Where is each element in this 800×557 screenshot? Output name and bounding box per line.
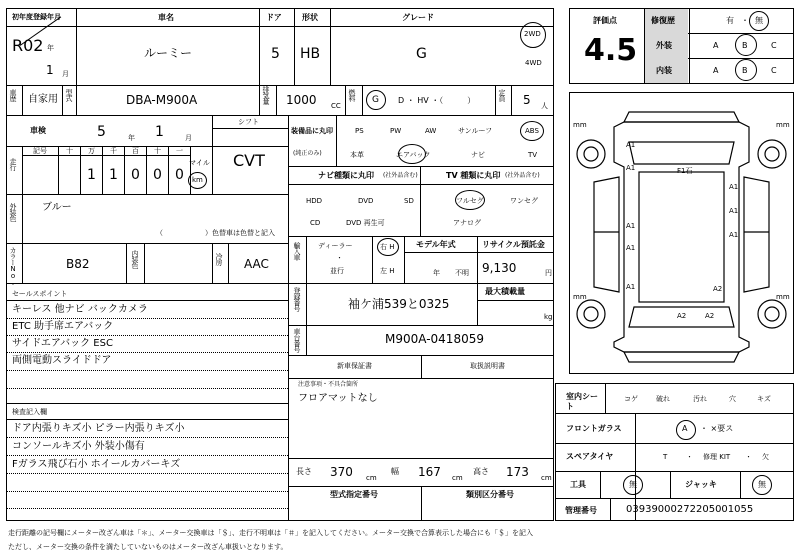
reg-number: 袖ケ浦539と0325 — [348, 297, 450, 311]
mark-mm-4: mm — [776, 293, 790, 301]
control-number: 03939000272205001055 — [626, 504, 754, 515]
tools-value: 無 — [629, 480, 637, 489]
shaken-month-unit: 月 — [185, 134, 192, 142]
width-label: 幅 — [391, 467, 399, 476]
drive-4wd: 4WD — [525, 59, 542, 67]
inspector-line-1: コンソールキズ小 外装小傷有 — [12, 441, 145, 452]
right-h: 右 H — [380, 243, 395, 251]
displacement-unit: CC — [331, 102, 341, 110]
seat-ana: 穴 — [729, 395, 736, 403]
recycle-yen: 円 — [545, 269, 552, 277]
navi-title: ナビ種類に丸印 — [318, 171, 374, 180]
displacement: 1000 — [286, 93, 317, 107]
km-unit: km — [192, 176, 203, 184]
spare-label: スペアタイヤ — [566, 452, 614, 461]
equip-airbag: エアバック — [396, 151, 431, 159]
damage-mark-1: A1 — [626, 164, 636, 172]
notes-label: 注意事項・不具合箇所 — [298, 381, 359, 388]
grade-label: グレード — [402, 13, 434, 22]
damage-mark-11: F1石 — [677, 167, 693, 175]
interior-score-label: 内装 — [656, 66, 672, 75]
length-unit: cm — [366, 474, 377, 482]
damage-mark-8: A2 — [677, 312, 687, 320]
spare-t: T — [663, 453, 668, 461]
type-label: 型式指定番号 — [330, 490, 378, 499]
exterior-a: A — [713, 41, 719, 50]
digit-label-0: 十 — [66, 147, 73, 155]
digit-label-1: 万 — [88, 147, 95, 155]
height: 173 — [506, 465, 529, 479]
fuel-g: G — [372, 95, 379, 105]
import-dot: ・ — [336, 254, 343, 262]
navi-sd: SD — [404, 197, 414, 205]
spare-dot-1: ・ — [686, 453, 693, 461]
drive-2wd: 2WD — [524, 30, 541, 38]
class-label: 類別区分番号 — [466, 490, 514, 499]
color-no-label: カラーNo. — [9, 247, 17, 286]
sales-line-3: 両側電動スライドドア — [12, 355, 112, 366]
fuel-rest: D ・ HV ・（ ） — [398, 96, 476, 105]
max-load-label: 最大積載量 — [485, 287, 525, 296]
recycle-label: リサイクル預託金 — [482, 240, 545, 249]
color-label: 外装色 — [9, 203, 17, 221]
digit-label-4: 十 — [154, 147, 161, 155]
jack-value: 無 — [758, 480, 766, 489]
interior-a: A — [713, 66, 719, 75]
navi-sub: (社外品含む) — [383, 172, 418, 179]
equip-aw: AW — [425, 127, 437, 135]
inspector-label: 検査記入欄 — [12, 408, 47, 416]
model: DBA-M900A — [126, 93, 198, 107]
shaken-month: 1 — [155, 124, 164, 140]
equip-navi: ナビ — [471, 151, 485, 159]
score-label: 評価点 — [593, 16, 617, 25]
reg-label: 登録番号 — [293, 287, 301, 311]
fuel-label: 燃料 — [348, 89, 356, 101]
height-unit: cm — [541, 474, 552, 482]
equip-tv: TV — [528, 151, 538, 159]
shaken-label: 車検 — [30, 126, 46, 135]
digit-label-3: 百 — [132, 147, 139, 155]
recycle-value: 9,130 — [482, 261, 517, 275]
width: 167 — [418, 465, 441, 479]
repair-dot: ・ — [741, 16, 749, 25]
chassis: M900A-0418059 — [385, 332, 484, 346]
footer-line-2: ただし、メーター交換の条件を満たしていないものはメーター改ざん車扱いとなります。 — [8, 543, 288, 551]
interior-b: B — [742, 66, 748, 75]
glass-a: A — [682, 424, 688, 433]
shift: CVT — [233, 151, 265, 170]
year-unit: 年 — [47, 44, 54, 52]
tv-title: TV 種類に丸印 — [446, 171, 501, 180]
repair-no: 無 — [755, 16, 763, 25]
length: 370 — [330, 465, 353, 479]
equip-pw: PW — [390, 127, 402, 135]
tools-label: 工具 — [570, 480, 586, 489]
color: ブルー — [42, 202, 72, 213]
model-label: 型式 — [65, 89, 73, 101]
spare-kit: 修理 KIT — [703, 453, 731, 461]
mileage-digit-4: 0 — [175, 167, 184, 183]
inspector-line-0: ドア内張りキズ小 ピラー内張りキズ小 — [12, 423, 185, 434]
interior-c: C — [771, 66, 777, 75]
mileage-digit-3: 0 — [153, 167, 162, 183]
shape: HB — [300, 46, 321, 62]
manual: 取扱説明書 — [470, 362, 505, 370]
model-year-unit: 年 — [433, 269, 440, 277]
jack-label: ジャッキ — [685, 480, 717, 489]
door-label: ドア — [266, 13, 282, 22]
damage-mark-7: A1 — [626, 283, 636, 291]
repair-yes: 有 — [726, 16, 734, 25]
model-year-unknown: 不明 — [455, 269, 469, 277]
footer-line-1: 走行距離の記号欄にメーター改ざん車は「＊」、メーター交換車は「＄」、走行不明車は「＃」を記入してください。メーター交換で合算表示した場合にも「＄」を記入 — [8, 529, 533, 537]
seat-yabure: 破れ — [656, 395, 670, 403]
doors: 5 — [271, 46, 280, 62]
equip-leather: 本革 — [350, 151, 364, 159]
sales-line-1: ETC 助手席エアバック — [12, 321, 114, 332]
import-label: 輸入車 — [293, 242, 301, 260]
seat-kizu: キズ — [757, 395, 771, 403]
glass-rest: ・ ×要ス — [700, 424, 734, 433]
height-label: 高さ — [473, 467, 489, 476]
mileage-digit-0: 1 — [87, 167, 96, 183]
mileage-label: 走行 — [9, 158, 17, 170]
displacement-label: 排気量 — [262, 86, 270, 104]
equipment-title: 装備品に丸印 — [291, 127, 333, 135]
damage-mark-9: A2 — [705, 312, 715, 320]
max-load-unit: kg — [544, 313, 553, 321]
sales-label: セールスポイント — [12, 290, 68, 298]
control-label: 管理番号 — [565, 506, 597, 515]
seat-koge: コゲ — [624, 395, 638, 403]
digit-label-5: 一 — [176, 147, 183, 155]
month-unit: 月 — [62, 70, 69, 78]
exterior-b: B — [742, 41, 748, 50]
seat-yogore: 汚れ — [693, 395, 707, 403]
shaken-year-unit: 年 — [128, 134, 135, 142]
color-note: （ ）色替車は色替と記入 — [156, 229, 275, 237]
mark-mm-2: mm — [776, 121, 790, 129]
year-label: 初年度登録年月 — [12, 13, 61, 21]
score-value: 4.5 — [584, 33, 638, 68]
capacity-unit: 人 — [541, 102, 548, 110]
width-unit: cm — [452, 474, 463, 482]
equip-abs: ABS — [525, 127, 539, 135]
navi-dvd: DVD — [358, 197, 374, 205]
color-no: B82 — [66, 257, 90, 271]
damage-mark-2: A1 — [729, 183, 739, 191]
ac: AAC — [244, 257, 269, 271]
left-h: 左 H — [380, 267, 395, 275]
tv-fullseg: フルセグ — [456, 197, 484, 205]
import-parallel: 並行 — [330, 267, 344, 275]
tv-oneseg: ワンセグ — [510, 197, 538, 205]
import-dealer: ディーラー — [318, 242, 353, 250]
tv-analog: アナログ — [453, 219, 481, 227]
car-name-label: 車名 — [158, 13, 174, 22]
mark-mm-3: mm — [573, 293, 587, 301]
notes: フロアマットなし — [298, 393, 378, 404]
shift-label: シフト — [238, 118, 259, 126]
mileage-digit-1: 1 — [109, 167, 118, 183]
year-value: R02 — [12, 36, 44, 55]
chassis-label: 車台番号 — [293, 328, 301, 352]
damage-mark-5: A1 — [626, 222, 636, 230]
equip-ps: PS — [355, 127, 364, 135]
usage-label: 車歴 — [9, 89, 17, 101]
tv-sub: (社外品含む) — [505, 172, 540, 179]
shaken-year: 5 — [97, 124, 106, 140]
equip-sunroof: サンルーフ — [458, 127, 493, 135]
mile-label: マイル — [189, 159, 210, 167]
grade: G — [416, 46, 427, 62]
damage-mark-4: A1 — [729, 231, 739, 239]
navi-dvd-play: DVD 再生可 — [346, 219, 385, 227]
capacity: 5 — [523, 93, 531, 107]
digit-label-2: 千 — [110, 147, 117, 155]
mileage-digit-2: 0 — [131, 167, 140, 183]
navi-cd: CD — [310, 219, 321, 227]
spare-dot-2: ・ — [745, 453, 752, 461]
mark-mm-1: mm — [573, 121, 587, 129]
exterior-c: C — [771, 41, 777, 50]
spare-missing: 欠 — [762, 453, 769, 461]
glass-label: フロントガラス — [566, 424, 622, 433]
capacity-label: 定員 — [498, 89, 506, 101]
navi-hdd: HDD — [306, 197, 323, 205]
sales-line-2: サイドエアバック ESC — [12, 338, 113, 349]
repair-label: 修復歴 — [651, 16, 675, 25]
ac-label: 冷房 — [215, 253, 223, 265]
exterior-label: 外装 — [656, 41, 672, 50]
usage: 自家用 — [28, 94, 58, 105]
seat-label: 室内シート — [566, 392, 598, 411]
equipment-sub: (純正のみ) — [293, 150, 322, 157]
damage-mark-3: A1 — [729, 207, 739, 215]
car-diagram — [569, 92, 794, 374]
month-value: 1 — [46, 63, 54, 77]
length-label: 長さ — [296, 467, 312, 476]
inspector-line-2: Fガラス飛び石小 ホイールカバーキズ — [12, 459, 181, 470]
car-name: ルーミー — [144, 46, 193, 60]
interior-color-label: 内装色 — [131, 250, 139, 268]
warranty: 新車保証書 — [337, 362, 372, 370]
damage-mark-0: A1 — [626, 141, 636, 149]
sales-line-0: キーレス 他ナビ バックカメラ — [12, 304, 148, 315]
damage-mark-6: A1 — [626, 244, 636, 252]
model-year-label: モデル年式 — [416, 240, 456, 249]
shape-label: 形状 — [302, 13, 318, 22]
damage-mark-10: A2 — [713, 285, 723, 293]
mark-label: 記号 — [33, 147, 47, 155]
